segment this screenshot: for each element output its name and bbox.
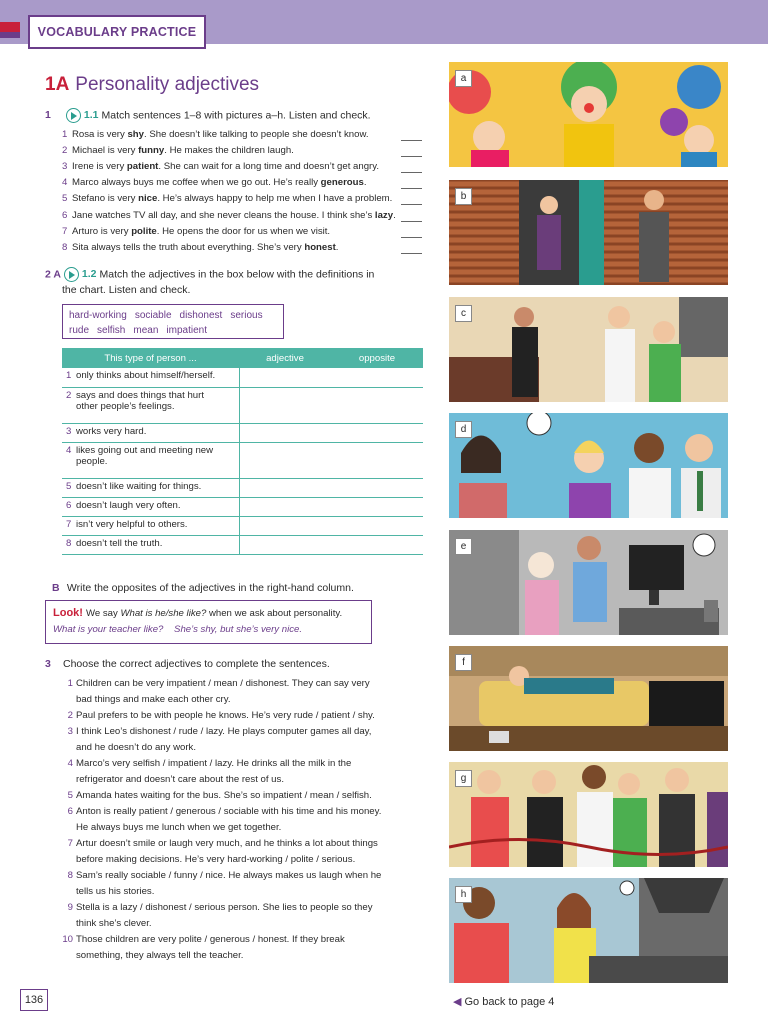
sentence-text: . He’s always happy to help me when I have a problem. — [157, 193, 393, 205]
adjective-answer-cell[interactable] — [239, 516, 331, 535]
definition-text: works very hard. — [76, 425, 147, 437]
sentence-text: Sita always tells the truth about everything. She’s very — [72, 241, 305, 253]
definition-text: isn’t very helpful to others. — [76, 518, 188, 530]
item-number: 1 — [67, 678, 73, 689]
look-text-italic: What is he/she like? — [120, 608, 207, 619]
audio-track: 1.2 — [81, 268, 97, 281]
table-row — [62, 516, 423, 535]
answer-blank[interactable] — [401, 253, 422, 254]
sentence-text: Stefano is very — [72, 193, 139, 205]
picture-illustration — [449, 413, 728, 518]
exercise-2b-heading — [52, 582, 354, 594]
picture-illustration — [449, 878, 728, 983]
answer-blank[interactable] — [401, 156, 422, 157]
box-line — [69, 323, 277, 338]
row-number: 5 — [66, 480, 72, 492]
picture-c — [449, 297, 728, 402]
picture-label: f — [455, 654, 472, 671]
picture-label: a — [455, 70, 472, 87]
opposite-answer-cell[interactable] — [331, 478, 423, 497]
exercise-instruction: Match sentences 1–8 with pictures a–h. Listen and check. — [101, 109, 371, 122]
sentence-text: . She doesn’t like talking to people she doesn’t know. — [144, 129, 369, 140]
item-number: 6 — [67, 806, 73, 817]
sentence-text: . — [335, 241, 339, 253]
exercise-3-item — [62, 932, 402, 964]
exercise-3-item — [62, 756, 402, 788]
row-number: 8 — [66, 537, 72, 549]
sentence-text: Marco always buys me coffee when we go out. He’s really — [72, 177, 321, 189]
item-text-cont: think she’s clever. — [76, 918, 152, 929]
table-header: opposite — [331, 348, 423, 368]
audio-track: 1.1 — [83, 109, 99, 122]
adjective-answer-cell[interactable] — [239, 387, 331, 423]
adjective-answer-cell[interactable] — [239, 497, 331, 516]
sentence-number: 7 — [62, 225, 68, 237]
picture-illustration — [449, 762, 728, 867]
exercise-number: 3 — [45, 658, 51, 670]
adjective-answer-cell[interactable] — [239, 478, 331, 497]
sentence-number: 3 — [62, 161, 68, 173]
answer-blank[interactable] — [401, 237, 422, 238]
picture-illustration — [449, 646, 728, 751]
sentence-text: . — [363, 177, 367, 189]
item-text-cont: bad things and make each other cry. — [76, 694, 231, 705]
picture-h — [449, 878, 728, 983]
item-number: 8 — [67, 870, 73, 881]
opposite-answer-cell[interactable] — [331, 423, 423, 442]
sentence-text: Irene is very — [72, 161, 127, 173]
item-text: Stella is a lazy / dishonest / serious person. She lies to people so they — [76, 902, 373, 913]
row-number: 3 — [66, 425, 72, 437]
picture-label: c — [455, 305, 472, 322]
exercise-1-sentence — [62, 177, 367, 189]
exercise-1-sentence — [62, 193, 392, 205]
item-text-cont: before making decisions. He’s very hard-working / polite / serious. — [76, 854, 356, 865]
sentence-keyword: lazy — [374, 209, 394, 221]
item-number: 2 — [67, 710, 73, 721]
item-text-cont: tells us his stories. — [76, 886, 155, 897]
exercise-number: 2 A — [45, 268, 61, 281]
item-number: 4 — [67, 758, 73, 769]
sentence-number: 1 — [62, 129, 68, 140]
definition-cell — [62, 516, 239, 535]
item-text: Those children are very polite / generous / honest. If they break — [76, 934, 345, 945]
table-row — [62, 535, 423, 554]
opposite-answer-cell[interactable] — [331, 368, 423, 387]
exercise-3-heading — [45, 658, 330, 670]
banner-stripe — [0, 22, 20, 32]
picture-label: e — [455, 538, 472, 555]
exercise-1-heading — [45, 108, 371, 123]
adjective-box — [62, 304, 284, 339]
adjective-answer-cell[interactable] — [239, 535, 331, 554]
table-row — [62, 497, 423, 516]
item-text: Sam’s really sociable / funny / nice. He always makes us laugh when he — [76, 870, 382, 881]
answer-blank[interactable] — [401, 221, 422, 222]
row-number: 6 — [66, 499, 72, 511]
exercise-2-heading — [45, 267, 374, 282]
picture-label: g — [455, 770, 472, 787]
box-word: serious — [230, 310, 263, 321]
table-header: This type of person ... — [62, 348, 239, 368]
item-number: 9 — [67, 902, 73, 913]
sentence-text: Jane watches TV all day, and she never cleans the house. I think she’s — [72, 209, 375, 221]
box-word: impatient — [166, 325, 207, 336]
exercise-3-item — [62, 868, 402, 900]
title-text: Personality adjectives — [75, 74, 260, 95]
exercise-instruction: Write the opposites of the adjectives in the right-hand column. — [66, 582, 354, 594]
table-header: adjective — [239, 348, 331, 368]
exercise-1-sentence — [62, 145, 294, 157]
table-row — [62, 387, 423, 423]
item-number: 3 — [67, 726, 73, 737]
picture-label: b — [455, 188, 472, 205]
look-box — [45, 600, 372, 644]
definition-text: likes going out and meeting new people. — [76, 444, 214, 467]
definition-cell — [62, 423, 239, 442]
answer-blank[interactable] — [401, 188, 422, 189]
answer-blank[interactable] — [401, 140, 422, 141]
picture-b — [449, 180, 728, 285]
definition-text: doesn’t tell the truth. — [76, 537, 163, 549]
answer-blank[interactable] — [401, 204, 422, 205]
definition-text: says and does things that hurt other people’s feelings. — [76, 389, 204, 412]
table-row — [62, 423, 423, 442]
sentence-number: 2 — [62, 145, 68, 157]
box-word: sociable — [134, 310, 172, 321]
item-text: Anton is really patient / generous / sociable with his time and his money. — [76, 806, 382, 817]
exercise-1-sentence — [62, 226, 330, 238]
look-example-answer: She’s shy, but she’s very nice. — [174, 624, 303, 635]
item-text-cont: and he doesn’t do any work. — [76, 742, 197, 753]
picture-g — [449, 762, 728, 867]
back-arrow-icon: ◀ — [453, 996, 462, 1008]
picture-illustration — [449, 530, 728, 635]
exercise-3-item — [62, 804, 402, 836]
exercise-1-sentence — [62, 161, 379, 173]
exercise-1-sentence — [62, 242, 338, 254]
exercise-3-item — [62, 900, 402, 932]
item-text: Children can be very impatient / mean / dishonest. They can say very — [76, 678, 370, 689]
item-text-cont: He always buys me lunch when we get together. — [76, 822, 282, 833]
exercise-instruction: Choose the correct adjectives to complete the sentences. — [63, 658, 330, 670]
adjective-answer-cell[interactable] — [239, 442, 331, 478]
box-word: hard-working — [69, 310, 127, 321]
sentence-keyword: honest — [304, 241, 336, 253]
definition-cell — [62, 478, 239, 497]
definition-cell — [62, 497, 239, 516]
picture-label: d — [455, 421, 472, 438]
exercise-number: B — [52, 582, 60, 594]
sentence-text: . — [393, 209, 396, 221]
exercise-3-item — [62, 708, 402, 724]
sentence-keyword: funny — [138, 145, 165, 157]
look-text: We say — [85, 608, 121, 619]
item-text-cont: refrigerator and doesn’t care about the rest of us. — [76, 774, 284, 785]
picture-label: h — [455, 886, 472, 903]
answer-blank[interactable] — [401, 172, 422, 173]
sentence-keyword: patient — [126, 161, 159, 173]
row-number: 1 — [66, 370, 72, 381]
exercise-3-item — [62, 724, 402, 756]
exercise-number: 1 — [45, 109, 51, 122]
exercise-3-item — [62, 676, 402, 708]
adjective-answer-cell[interactable] — [239, 423, 331, 442]
sentence-text: Michael is very — [72, 145, 139, 157]
picture-e — [449, 530, 728, 635]
look-example-question: What is your teacher like? — [53, 624, 164, 635]
page-number: 136 — [20, 989, 48, 1011]
page-title — [45, 74, 259, 96]
picture-illustration — [449, 62, 728, 167]
item-text: Marco’s very selfish / impatient / lazy. He drinks all the milk in the — [76, 758, 352, 769]
opposite-answer-cell[interactable] — [331, 387, 423, 423]
box-word: dishonest — [179, 310, 223, 321]
look-label: Look! — [53, 607, 83, 619]
item-number: 7 — [67, 838, 73, 849]
look-text: when we ask about personality. — [206, 608, 343, 619]
item-text: Artur doesn’t smile or laugh very much, and he thinks a lot about things — [76, 838, 378, 849]
picture-d — [449, 413, 728, 518]
exercise-1-sentence — [62, 210, 396, 222]
definition-cell — [62, 368, 239, 387]
adjective-answer-cell[interactable] — [239, 368, 331, 387]
sentence-text: . He makes the children laugh. — [164, 145, 294, 157]
sentence-keyword: generous — [320, 177, 364, 189]
definition-cell — [62, 387, 239, 423]
opposite-answer-cell[interactable] — [331, 442, 423, 478]
go-back-label: Go back to page 4 — [464, 996, 555, 1008]
picture-illustration — [449, 297, 728, 402]
row-number: 7 — [66, 518, 72, 530]
table-row — [62, 442, 423, 478]
section-badge: VOCABULARY PRACTICE — [28, 15, 206, 49]
item-text-cont: something, they always tell the teacher. — [76, 950, 244, 961]
opposite-answer-cell[interactable] — [331, 535, 423, 554]
exercise-instruction: Match the adjectives in the box below with the definitions in — [99, 268, 375, 281]
item-text: I think Leo’s dishonest / rude / lazy. He plays computer games all day, — [76, 726, 372, 737]
sentence-number: 4 — [62, 177, 68, 189]
sentence-text: Rosa is very — [72, 129, 128, 140]
sentence-number: 8 — [62, 241, 68, 253]
banner-stripe-2 — [0, 32, 20, 38]
definition-text: doesn’t like waiting for things. — [76, 480, 202, 492]
row-number: 4 — [66, 444, 72, 456]
go-back-link[interactable] — [453, 995, 554, 1008]
definition-text: only thinks about himself/herself. — [76, 370, 216, 381]
picture-illustration — [449, 180, 728, 285]
box-word: rude — [69, 325, 90, 336]
sentence-keyword: shy — [127, 129, 144, 140]
item-text: Amanda hates waiting for the bus. She’s so impatient / mean / selfish. — [76, 790, 372, 801]
sentence-text: Arturo is very — [72, 225, 132, 237]
exercise-1-sentence — [62, 129, 369, 141]
exercise-3-item — [62, 788, 402, 804]
row-number: 2 — [66, 389, 72, 401]
sentence-number: 6 — [62, 209, 68, 221]
box-word: selfish — [97, 325, 126, 336]
definitions-table — [62, 348, 423, 555]
picture-a — [449, 62, 728, 167]
exercise-3-item — [62, 836, 402, 868]
sentence-text: . He opens the door for us when we visit. — [156, 225, 331, 237]
sentence-text: . She can wait for a long time and doesn’t get angry. — [158, 161, 379, 173]
definition-cell — [62, 535, 239, 554]
audio-play-icon[interactable] — [64, 267, 79, 282]
title-number: 1A — [45, 74, 70, 95]
sentence-number: 5 — [62, 193, 68, 205]
opposite-answer-cell[interactable] — [331, 497, 423, 516]
exercise-3-list — [62, 676, 402, 964]
item-number: 10 — [62, 934, 73, 945]
sentence-keyword: polite — [131, 225, 157, 237]
picture-f — [449, 646, 728, 751]
definition-text: doesn’t laugh very often. — [76, 499, 181, 511]
box-line — [69, 308, 277, 323]
audio-play-icon[interactable] — [66, 108, 81, 123]
exercise-2-instruction-cont: the chart. Listen and check. — [62, 284, 191, 296]
opposite-answer-cell[interactable] — [331, 516, 423, 535]
item-text: Paul prefers to be with people he knows. He’s very rude / patient / shy. — [76, 710, 375, 721]
box-word: mean — [133, 325, 159, 336]
table-row — [62, 478, 423, 497]
definition-cell — [62, 442, 239, 478]
sentence-keyword: nice — [138, 193, 158, 205]
item-number: 5 — [67, 790, 73, 801]
table-row — [62, 368, 423, 387]
